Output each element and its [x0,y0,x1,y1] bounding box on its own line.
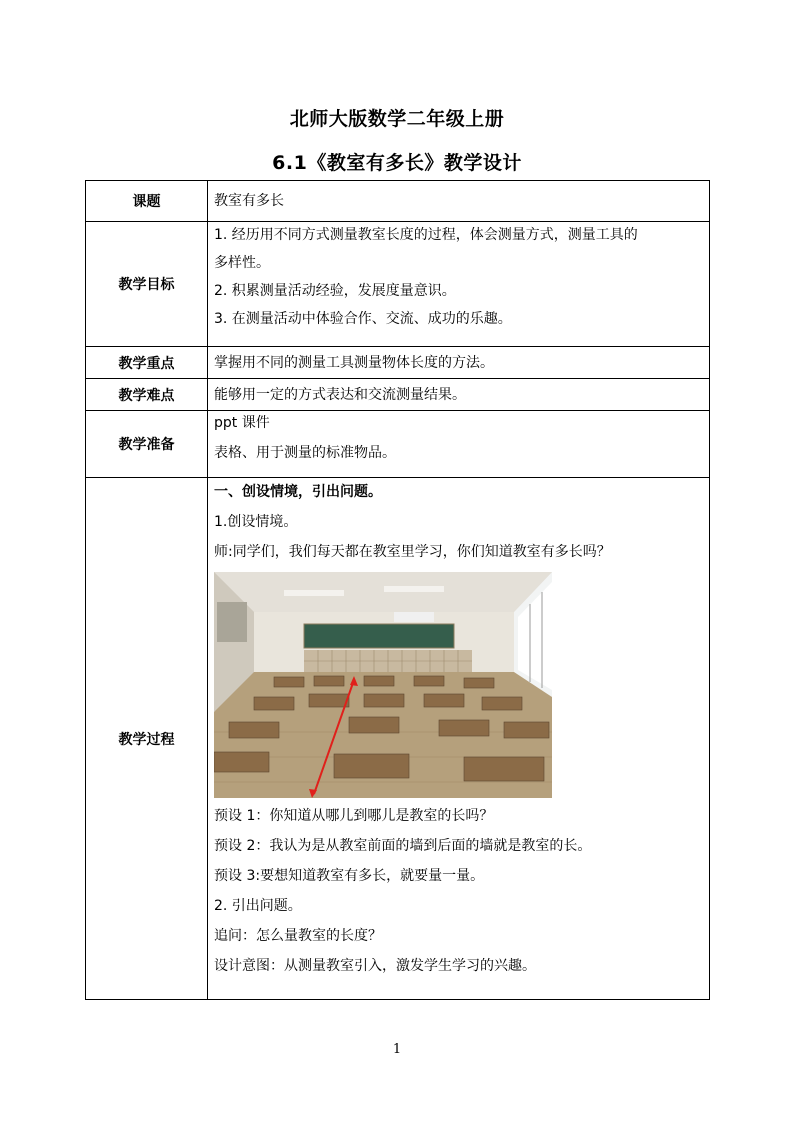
document-title: 北师大版数学二年级上册 [289,108,505,130]
topic-value: 教室有多长 [208,181,710,222]
preset-1: 预设 1：你知道从哪儿到哪儿是教室的长吗？ [214,808,494,824]
row-goals [86,222,710,347]
preset-2: 预设 2：我认为是从教室前面的墙到后面的墙就是教室的长。 [214,838,592,854]
label-difficulty: 教学难点 [86,379,208,411]
design-intent: 设计意图：从测量教室引入，激发学生学习的兴趣。 [214,958,536,974]
row-key [86,347,710,379]
teacher-question: 师:同学们，我们每天都在教室里学习，你们知道教室有多长吗？ [214,544,611,560]
difficulty-value: 能够用一定的方式表达和交流测量结果。 [208,379,710,411]
prep-2: 表格、用于测量的标准物品。 [214,445,396,461]
step-1: 1.创设情境。 [214,514,298,530]
row-topic [86,181,710,222]
prep-1: ppt 课件 [214,415,270,431]
section-heading: 一、创设情境，引出问题。 [214,484,382,500]
label-key: 教学重点 [86,347,208,379]
lesson-plan-table [85,180,710,1000]
step-2: 2. 引出问题。 [214,898,302,914]
goal-1a: 1. 经历用不同方式测量教室长度的过程，体会测量方式，测量工具的 [214,227,638,243]
label-process: 教学过程 [86,478,208,1000]
follow-up-question: 追问：怎么量教室的长度？ [214,928,382,944]
label-topic: 课题 [86,181,208,222]
goal-2: 2. 积累测量活动经验，发展度量意识。 [214,283,456,299]
label-prep: 教学准备 [86,411,208,478]
goals-content [208,222,710,347]
page-number: 1 [392,1042,402,1057]
document-subtitle: 6.1《教室有多长》教学设计 [272,152,522,174]
prep-content [208,411,710,478]
key-value: 掌握用不同的测量工具测量物体长度的方法。 [208,347,710,379]
preset-3: 预设 3:要想知道教室有多长，就要量一量。 [214,868,485,884]
row-prep [86,411,710,478]
process-content [208,478,710,1000]
row-process [86,478,710,1000]
label-goals: 教学目标 [86,222,208,347]
goal-1b: 多样性。 [214,255,270,271]
row-difficulty [86,379,710,411]
goal-3: 3. 在测量活动中体验合作、交流、成功的乐趣。 [214,311,512,327]
classroom-photo [214,572,552,798]
